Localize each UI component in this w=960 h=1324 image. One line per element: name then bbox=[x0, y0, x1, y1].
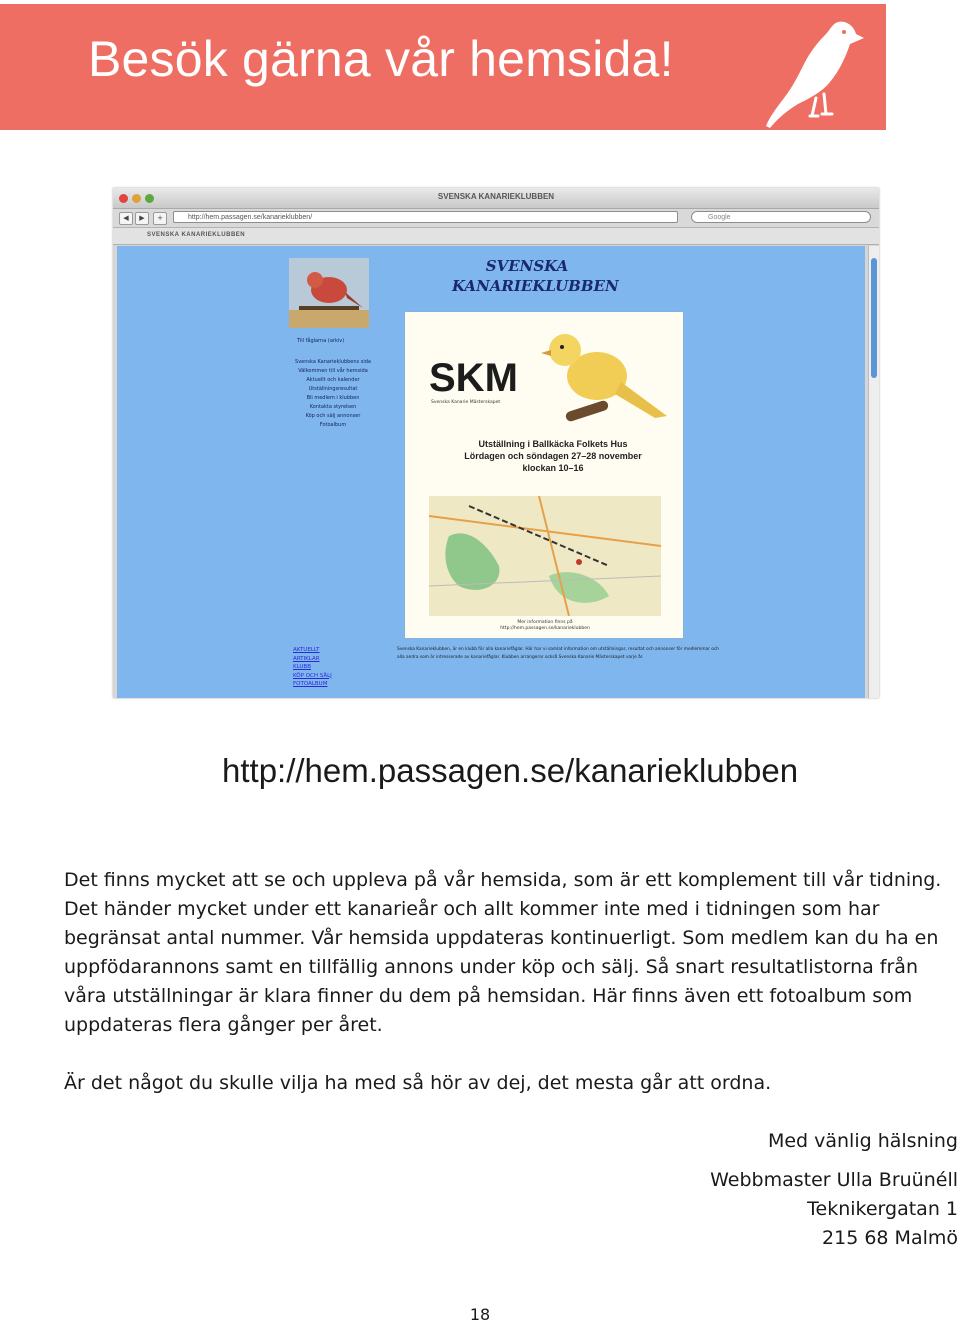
bookmark-bar bbox=[113, 228, 879, 245]
scroll-thumb[interactable] bbox=[871, 258, 877, 378]
poster-footer bbox=[465, 620, 625, 632]
menu-item[interactable]: Aktuellt och kalender bbox=[306, 377, 360, 383]
browser-toolbar bbox=[113, 209, 879, 228]
body-paragraph: Är det något du skulle vilja ha med så hör av dej, det mesta går att ordna. bbox=[64, 1072, 772, 1094]
photo-caption: Till fåglarna (arkiv) bbox=[297, 338, 345, 344]
canary-photo bbox=[535, 320, 675, 438]
website-body-text: Svenska Kanarieklubben, är en klubb för alla kanariefåglar. Här har vi samlat information om utställningar, resultat och annonser för medlemmar och alla andra som är intresserade av kanariefåglar. Klubben arrangerar också Svenska Kanarie Mästerskapet varje år. bbox=[397, 647, 720, 660]
forward-icon[interactable]: ▶ bbox=[135, 212, 149, 225]
website-url: http://hem.passagen.se/kanarieklubben bbox=[222, 752, 799, 789]
address-bar[interactable]: http://hem.passagen.se/kanarieklubben/ bbox=[173, 211, 678, 223]
canary-bird-icon bbox=[760, 12, 870, 132]
site-title-line: KANARIEKLUBBEN bbox=[452, 277, 619, 295]
greeting: Med vänlig hälsning bbox=[767, 1130, 958, 1152]
window-titlebar bbox=[113, 188, 879, 209]
add-bookmark-icon[interactable]: + bbox=[153, 212, 167, 225]
site-title bbox=[452, 256, 619, 296]
page-number: 18 bbox=[469, 1305, 491, 1324]
page-title: Besök gärna vår hemsida! bbox=[88, 31, 674, 87]
side-menu bbox=[283, 358, 383, 430]
menu-item[interactable]: Kontakta styrelsen bbox=[309, 404, 357, 410]
link-item[interactable]: FOTOALBUM bbox=[293, 681, 328, 687]
event-line: Lördagen och söndagen 27–28 november bbox=[464, 451, 642, 461]
menu-item[interactable]: Bli medlem i klubben bbox=[306, 395, 360, 401]
event-details bbox=[433, 438, 673, 474]
poster-footer-line: http://hem.passagen.se/kanarieklubben bbox=[500, 626, 590, 631]
event-poster bbox=[405, 312, 683, 638]
menu-item[interactable]: Utställningsresultat bbox=[308, 386, 358, 392]
link-item[interactable]: ARTIKLAR bbox=[293, 655, 320, 662]
search-input[interactable]: Google bbox=[691, 211, 871, 223]
link-item[interactable]: AKTUELLT bbox=[293, 647, 320, 653]
website-screenshot bbox=[113, 188, 879, 698]
address-block bbox=[710, 1166, 958, 1253]
sender-city: 215 68 Malmö bbox=[822, 1227, 958, 1249]
poster-footer-line: Mer information finns på bbox=[517, 620, 573, 625]
event-line: Utställning i Ballkäcka Folkets Hus bbox=[478, 439, 628, 449]
window-title: SVENSKA KANARIEKLUBBEN bbox=[437, 192, 555, 201]
menu-item[interactable]: Köp och sälj annonser bbox=[305, 413, 361, 419]
skm-logo: SKM bbox=[429, 356, 518, 400]
event-map bbox=[429, 496, 661, 616]
site-title-line: SVENSKA bbox=[485, 257, 569, 275]
link-item[interactable]: KÖP OCH SÄLJ bbox=[293, 672, 332, 679]
menu-item[interactable]: Fotoalbum bbox=[319, 422, 347, 428]
body-paragraph: Det finns mycket att se och uppleva på vår hemsida, som är ett komplement till vår tidning. Det händer mycket under ett kanarieår och allt kommer inte med i tidningen som har begränsat antal nummer. Vår hemsida uppdateras kontinuerligt. Som medlem kan du ha en uppfödarannons samt en tillfällig annons under köp och sälj. Så snart resultatlistorna från våra utställningar är klara finner du dem på hemsidan. Här finns även ett fotoalbum som uppdateras flera gånger per året. bbox=[64, 869, 942, 1036]
website-content bbox=[117, 246, 865, 698]
menu-item[interactable]: Svenska Kanarieklubbens sida bbox=[295, 359, 371, 365]
title-banner bbox=[0, 4, 886, 130]
back-icon[interactable]: ◀ bbox=[119, 212, 133, 225]
sender-street: Teknikergatan 1 bbox=[807, 1198, 958, 1220]
event-line: klockan 10–16 bbox=[522, 463, 584, 473]
menu-item[interactable]: Välkommen till vår hemsida bbox=[298, 368, 368, 374]
sender-name: Webbmaster Ulla Bruünéll bbox=[710, 1169, 958, 1191]
skm-subtitle: Svenska Kanarie Mästerskapet bbox=[431, 400, 501, 405]
link-item[interactable]: KLUBB bbox=[293, 664, 311, 670]
tab-label[interactable]: SVENSKA KANARIEKLUBBEN bbox=[147, 232, 246, 238]
scrollbar[interactable] bbox=[868, 246, 879, 698]
side-links bbox=[293, 646, 332, 689]
bird-photo bbox=[289, 258, 369, 328]
